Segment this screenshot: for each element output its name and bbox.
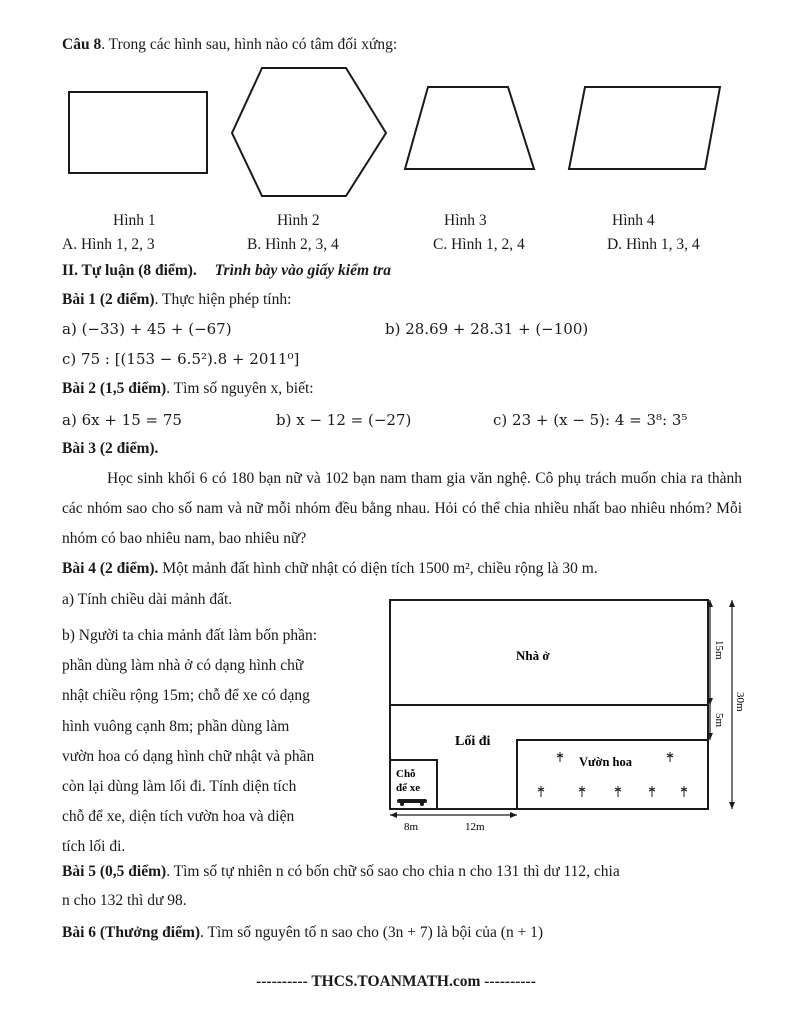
bai4-b-line: còn lại dùng làm lối đi. Tính diện tích: [62, 778, 297, 796]
bai2-b: b) x − 12 = (−27): [276, 411, 412, 429]
bai4-a: a) Tính chiều dài mảnh đất.: [62, 591, 233, 608]
part2-heading: II. Tự luận (8 điểm).: [62, 262, 197, 279]
label-nha-o: Nhà ở: [516, 648, 550, 663]
label-vuon-hoa: Vườn hoa: [579, 755, 632, 769]
bai4-b-line: b) Người ta chia mảnh đất làm bốn phần:: [62, 627, 318, 644]
q8-option-b: B. Hình 2, 3, 4: [247, 236, 339, 253]
bai4-b-line: phần dùng làm nhà ở có dạng hình chữ: [62, 657, 304, 675]
figure-3-label: Hình 3: [444, 212, 487, 229]
bai4-title: Bài 4 (2 điểm).: [62, 560, 159, 577]
bai3-title: Bài 3 (2 điểm).: [62, 440, 159, 457]
figure-2-label: Hình 2: [277, 212, 320, 229]
flower-icon: [557, 752, 563, 762]
figure-1-label: Hình 1: [113, 212, 156, 229]
q8-option-a: A. Hình 1, 2, 3: [62, 236, 155, 253]
bai4-b-line: tích lối đi.: [62, 838, 126, 856]
label-cho-de-xe-1: Chỗ: [396, 768, 416, 780]
label-8m: 8m: [404, 821, 419, 833]
bai5-line2: n cho 132 thì dư 98.: [62, 892, 187, 909]
label-12m: 12m: [465, 821, 485, 833]
bai2-c: c) 23 + (x − 5): 4 = 3⁸: 3⁵: [493, 411, 688, 429]
label-5m: 5m: [713, 713, 725, 728]
flower-icon: [615, 786, 621, 797]
bai1-title: Bài 1 (2 điểm): [62, 291, 155, 308]
bai2-title: Bài 2 (1,5 điểm): [62, 380, 167, 397]
bai4-b-line: vườn hoa có dạng hình chữ nhật và phần: [62, 747, 315, 765]
bai2-text: . Tìm số nguyên x, biết:: [166, 380, 314, 397]
bai6-heading: [62, 924, 543, 942]
flower-icon: [649, 786, 655, 797]
bai4-b-line: nhật chiều rộng 15m; chỗ để xe có dạng: [62, 687, 310, 705]
bai2-a: a) 6x + 15 = 75: [62, 411, 182, 429]
flower-icon: [681, 786, 687, 797]
bai5-title: Bài 5 (0,5 điểm): [62, 863, 167, 880]
flower-icon: [667, 752, 673, 762]
bai6-title: Bài 6 (Thưởng điểm): [62, 924, 201, 941]
car-icon: [397, 799, 427, 806]
q8-option-d: D. Hình 1, 3, 4: [607, 236, 700, 253]
bai4-b-line: chỗ để xe, diện tích vườn hoa và diện: [62, 808, 295, 826]
part2-note: Trình bày vào giấy kiểm tra: [214, 262, 392, 279]
bai4-b-line: hình vuông cạnh 8m; phần dùng làm: [62, 717, 290, 735]
footer: ---------- THCS.TOANMATH.com ----------: [256, 973, 536, 990]
q8-option-c: C. Hình 1, 2, 4: [433, 236, 525, 253]
q8-text: . Trong các hình sau, hình nào có tâm đối xứng:: [101, 36, 398, 53]
garden-rectangle: [517, 740, 708, 809]
figure-4-label: Hình 4: [612, 212, 655, 229]
bai1-c: c) 75 : [(153 − 6.5²).8 + 2011⁰]: [62, 350, 300, 368]
bai5-text: . Tìm số tự nhiên n có bốn chữ số sao cho chia n cho 131 thì dư 112, chia: [166, 863, 620, 880]
label-cho-de-xe-2: để xe: [396, 782, 421, 794]
flower-icon: [538, 786, 544, 797]
bai6-text: . Tìm số nguyên tố n sao cho (3n + 7) là bội của (n + 1): [200, 924, 544, 941]
bai1-b: b) 28.69 + 28.31 + (−100): [385, 320, 589, 338]
bai5-line1: [62, 863, 620, 881]
label-30m: 30m: [734, 692, 746, 712]
bai4-text: Một mảnh đất hình chữ nhật có diện tích 1500 m², chiều rộng là 30 m.: [158, 560, 598, 577]
label-15m: 15m: [713, 640, 725, 660]
flower-icon: [579, 786, 585, 797]
q8-label: Câu 8: [62, 36, 102, 53]
label-loi-di: Lối đi: [455, 734, 491, 749]
bai1-a: a) (−33) + 45 + (−67): [62, 320, 232, 338]
bai3-paragraph: Học sinh khối 6 có 180 bạn nữ và 102 bạn nam tham gia văn nghệ. Cô phụ trách muốn chia ra thành các nhóm sao cho số nam và nữ mỗi nhóm đều bằng nhau. Hỏi có thể chia nhiều nhất bao nhiêu nhóm? Mỗi nhóm có bao nhiêu nam, bao nhiêu nữ?: [62, 470, 742, 547]
bai1-text: . Thực hiện phép tính:: [154, 291, 292, 308]
